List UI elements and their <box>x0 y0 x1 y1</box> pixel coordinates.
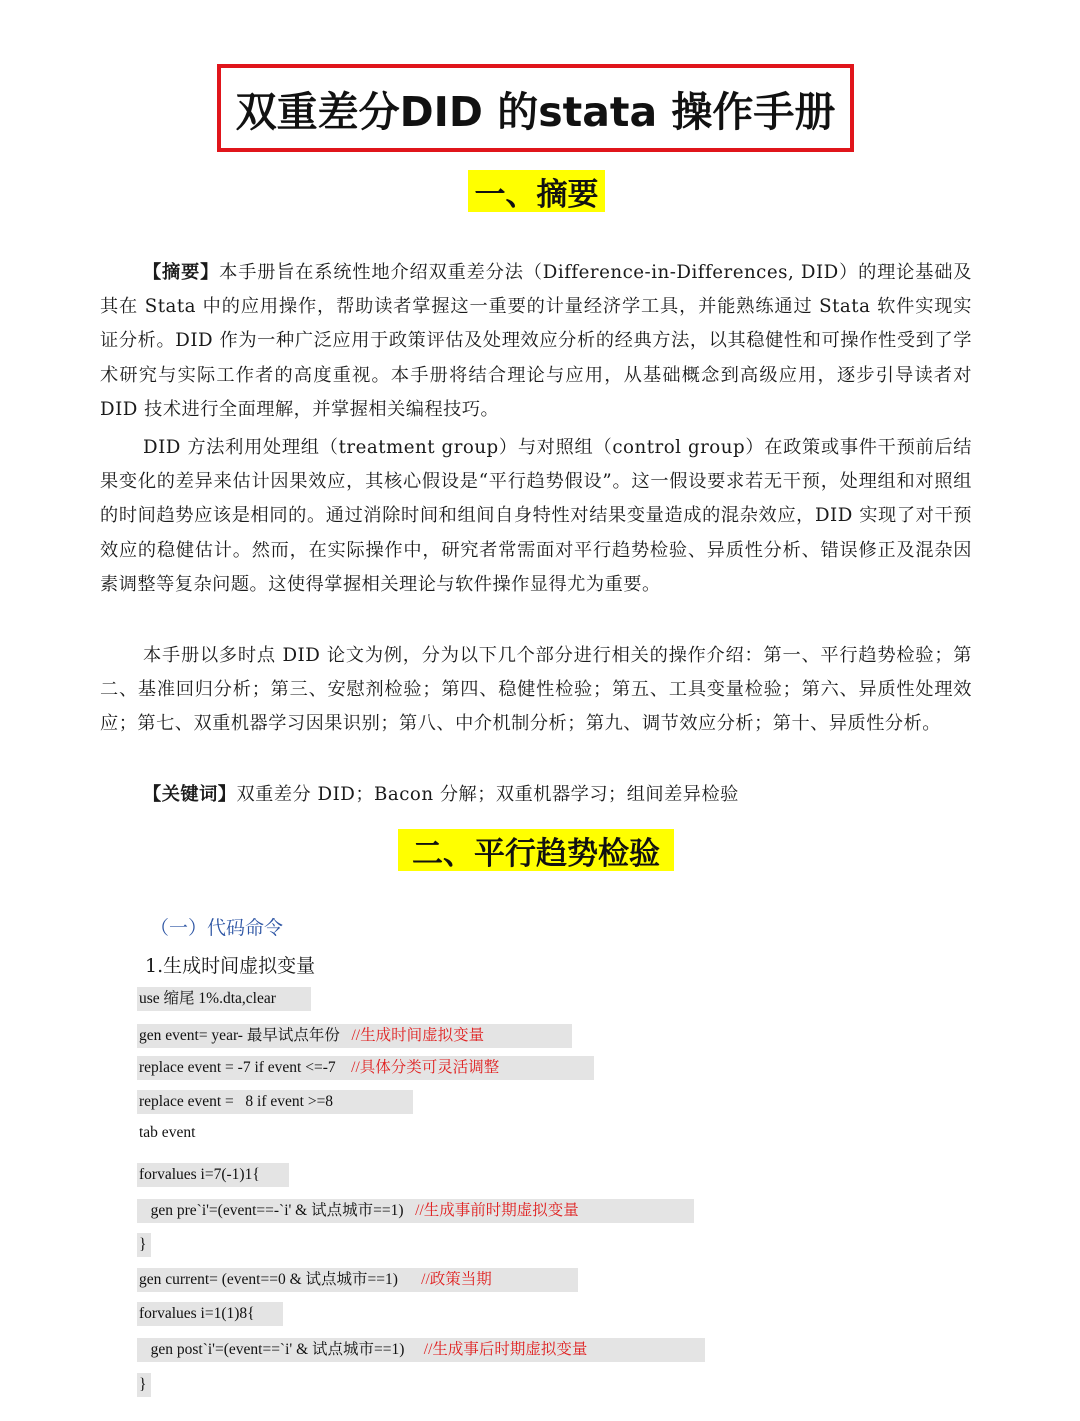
section-heading-parallel-trend: 二、平行趋势检验 <box>398 829 674 871</box>
step-heading: 1.生成时间虚拟变量 <box>145 955 316 977</box>
abstract-paragraph <box>100 256 972 427</box>
code-line: gen current= (event==0 & 试点城市==1) //政策当期 <box>137 1268 578 1292</box>
code-line: forvalues i=1(1)8{ <box>137 1302 283 1326</box>
code-line: } <box>137 1373 151 1397</box>
keywords-paragraph <box>100 778 972 812</box>
manual-outline-paragraph: 本手册以多时点 DID 论文为例，分为以下几个部分进行相关的操作介绍：第一、平行趋势检验；第二、基准回归分析；第三、安慰剂检验；第四、稳健性检验；第五、工具变量检验；第六、异质性处理效应；第七、双重机器学习因果识别；第八、中介机制分析；第九、调节效应分析；第十、异质性分析。 <box>100 645 972 735</box>
code-comment: //生成事后时期虚拟变量 <box>423 1341 588 1358</box>
did-method-paragraph: DID 方法利用处理组（treatment group）与对照组（control group）在政策或事件干预前后结果变化的差异来估计因果效应，其核心假设是“平行趋势假设”。这一假设要求若无干预，处理组和对照组的时间趋势应该是相同的。通过消除时间和组间自身特性对结果变量造成的混杂效应，DID 实现了对干预效应的稳健估计。然而，在实际操作中，研究者常需面对平行趋势检验、异质性分析、错误修正及混杂因素调整等复杂问题。这使得掌握相关理论与软件操作显得尤为重要。 <box>100 437 972 595</box>
code-line: gen pre`i'=(event==-`i' & 试点城市==1) //生成事前时期虚拟变量 <box>137 1199 694 1223</box>
abstract-text: 本手册旨在系统性地介绍双重差分法（Difference-in-Differences, DID）的理论基础及其在 Stata 中的应用操作，帮助读者掌握这一重要的计量经济学工具，并能熟练通过 Stata 软件实现实证分析。DID 作为一种广泛应用于政策评估及处理效应分析的经典方法，以其稳健性和可操作性受到了学术研究与实际工作者的高度重视。本手册将结合理论与应用，从基础概念到高级应用，逐步引导读者对 DID 技术进行全面理解，并掌握相关编程技巧。 <box>100 262 972 420</box>
code-line: replace event = 8 if event >=8 <box>137 1090 413 1114</box>
section-heading-abstract: 一、摘要 <box>468 170 605 212</box>
document-title: 双重差分DID 的stata 操作手册 <box>217 64 854 152</box>
keywords-text: 双重差分 DID；Bacon 分解；双重机器学习；组间差异检验 <box>236 784 739 805</box>
subsection-heading-code: （一）代码命令 <box>150 917 284 939</box>
keywords-label: 【关键词】 <box>143 784 237 805</box>
code-comment: //政策当期 <box>421 1271 492 1288</box>
code-line: forvalues i=7(-1)1{ <box>137 1163 289 1187</box>
code-line: tab event <box>139 1124 196 1141</box>
code-line: gen event= year- 最早试点年份 //生成时间虚拟变量 <box>137 1024 572 1048</box>
code-line: use 缩尾 1%.dta,clear <box>137 987 311 1011</box>
code-comment: //具体分类可灵活调整 <box>351 1059 500 1076</box>
code-comment: //生成时间虚拟变量 <box>351 1027 485 1044</box>
abstract-label: 【摘要】 <box>143 262 220 283</box>
code-comment: //生成事前时期虚拟变量 <box>415 1202 579 1219</box>
code-line: replace event = -7 if event <=-7 //具体分类可灵活调整 <box>137 1056 594 1080</box>
code-line: gen post`i'=(event==`i' & 试点城市==1) //生成事后时期虚拟变量 <box>137 1338 705 1362</box>
code-line: } <box>137 1233 151 1257</box>
